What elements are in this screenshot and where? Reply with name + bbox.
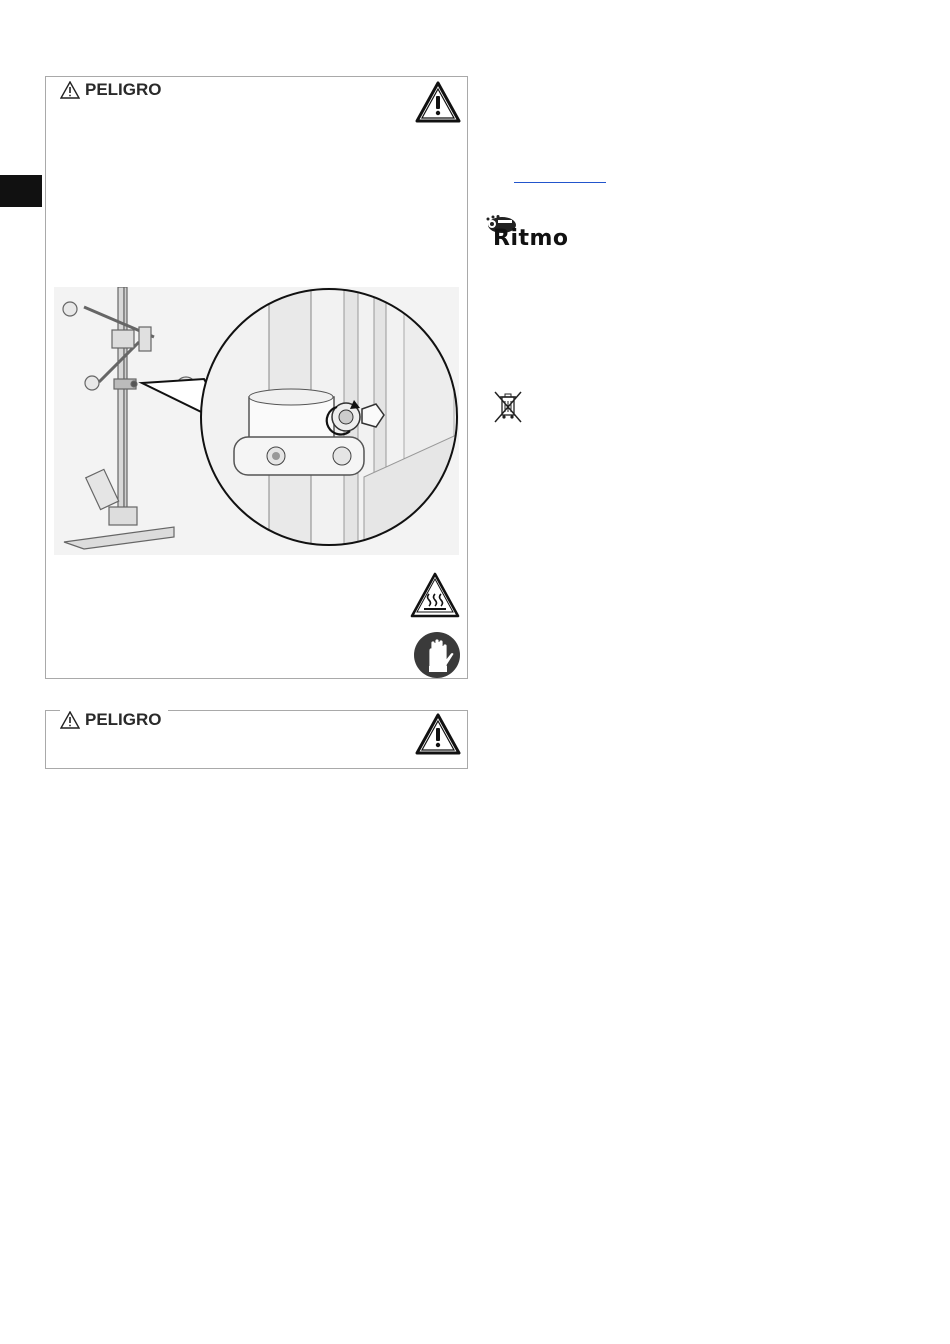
danger-title: PELIGRO <box>85 710 162 729</box>
crane-locking-illustration <box>54 287 459 555</box>
language-tab <box>0 175 42 207</box>
danger-box <box>45 710 468 769</box>
danger-heading <box>60 710 168 730</box>
danger-box <box>45 76 468 679</box>
warning-small-icon <box>60 81 80 99</box>
danger-title: PELIGRO <box>85 80 162 99</box>
weee-bin-icon <box>492 389 524 425</box>
ritmo-logo-text: Ritmo <box>493 226 569 251</box>
warning-triangle-icon <box>415 713 461 755</box>
warning-triangle-icon <box>415 81 461 123</box>
warning-small-icon <box>60 711 80 729</box>
hyperlink-underline[interactable] <box>514 182 606 183</box>
hot-surface-icon <box>410 572 460 618</box>
danger-heading <box>60 80 162 100</box>
protective-gloves-icon <box>413 631 461 679</box>
